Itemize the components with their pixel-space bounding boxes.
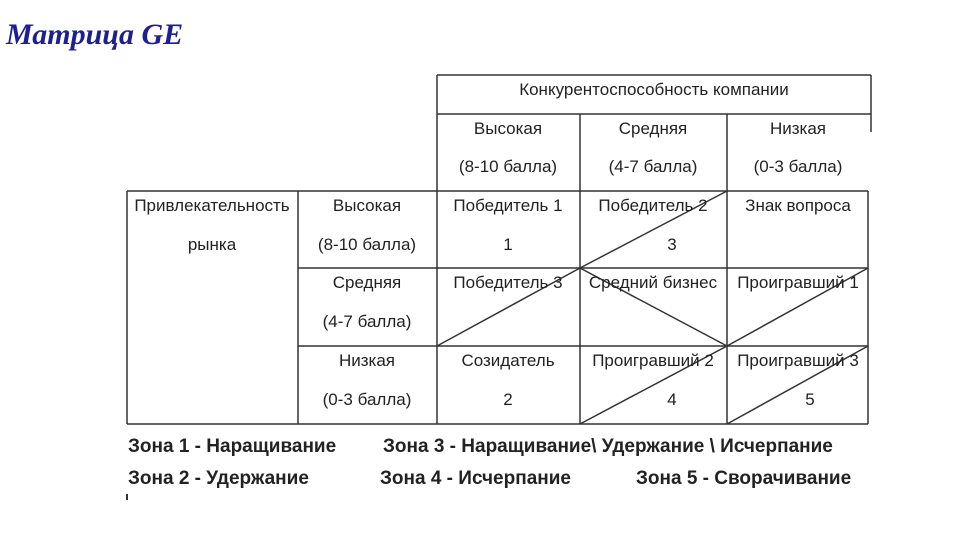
col-header-low: Низкая [769, 119, 827, 138]
attractiveness-label: Привлекательность [134, 196, 290, 215]
cell-label: Победитель 1 [453, 196, 563, 215]
cell-label: Проигравший 2 [592, 351, 714, 370]
row-range-high: (8-10 балла) [317, 235, 417, 254]
col-range-low: (0-3 балла) [753, 157, 843, 176]
cell-zone: 5 [805, 390, 815, 409]
cell-label: Знак вопроса [745, 196, 851, 215]
cell-zone: 1 [503, 235, 513, 254]
cell-label: Созидатель [461, 351, 555, 370]
zone-4: Зона 4 - Исчерпание [380, 468, 571, 489]
cell-label: Проигравший 3 [737, 351, 859, 370]
col-range-high: (8-10 балла) [458, 157, 558, 176]
cell-label: Средний бизнес [588, 273, 718, 292]
cell-label: Победитель 2 [598, 196, 708, 215]
cell-label: Проигравший 1 [737, 273, 859, 292]
col-range-medium: (4-7 балла) [608, 157, 698, 176]
cell-zone: 2 [503, 390, 513, 409]
row-header-low: Низкая [338, 351, 396, 370]
zone-1: Зона 1 - Наращивание [128, 436, 337, 457]
row-header-medium: Средняя [332, 273, 402, 292]
attractiveness-label-2: рынка [187, 235, 237, 254]
zone-2: Зона 2 - Удержание [128, 468, 309, 489]
zone-5: Зона 5 - Сворачивание [636, 468, 852, 489]
zone-3: Зона 3 - Наращивание\ Удержание \ Исчерпание [383, 436, 833, 457]
row-header-high: Высокая [332, 196, 402, 215]
col-header-high: Высокая [473, 119, 543, 138]
slide-title: Матрица GE [6, 18, 184, 51]
row-range-medium: (4-7 балла) [322, 312, 412, 331]
cell-zone: 3 [667, 235, 677, 254]
row-range-low: (0-3 балла) [322, 390, 412, 409]
stray-mark [126, 494, 128, 500]
col-header-medium: Средняя [618, 119, 688, 138]
cell-zone: 4 [667, 390, 677, 409]
cell-label: Победитель 3 [453, 273, 563, 292]
competitiveness-header: Конкурентоспособность компании [519, 80, 789, 99]
